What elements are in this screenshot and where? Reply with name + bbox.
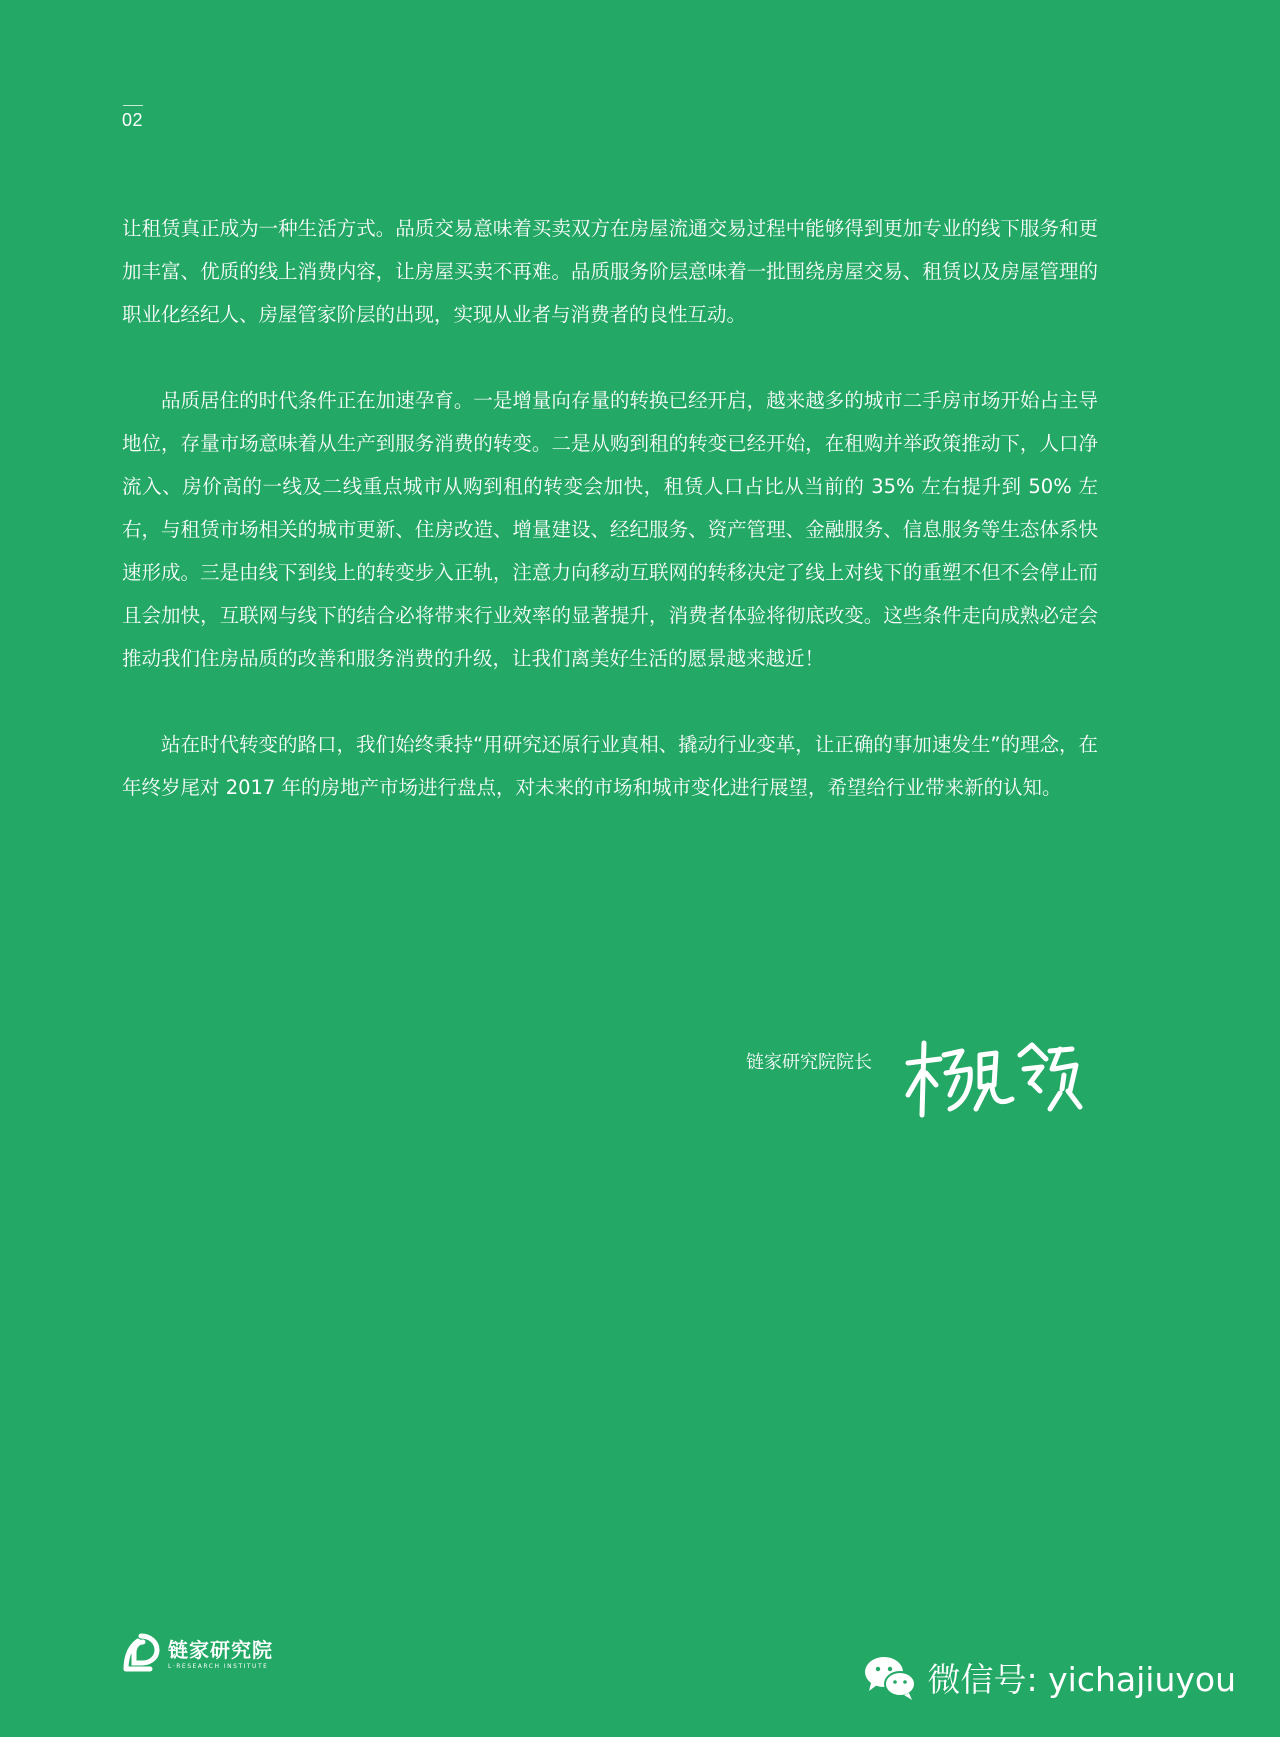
wechat-watermark	[862, 1652, 1236, 1702]
page-number-rule	[123, 105, 143, 106]
handwritten-signature	[900, 1025, 1100, 1125]
paragraph-1: 让租赁真正成为一种生活方式。品质交易意味着买卖双方在房屋流通交易过程中能够得到更加专业的线下服务和更加丰富、优质的线上消费内容，让房屋买卖不再难。品质服务阶层意味着一批围绕房屋交易、租赁以及房屋管理的职业化经纪人、房屋管家阶层的出现，实现从业者与消费者的良性互动。	[122, 217, 1098, 326]
paragraph-2: 品质居住的时代条件正在加速孕育。一是增量向存量的转换已经开启，越来越多的城市二手房市场开始占主导地位，存量市场意味着从生产到服务消费的转变。二是从购到租的转变已经开始，在租购并举政策推动下，人口净流入、房价高的一线及二线重点城市从购到租的转变会加快，租赁人口占比从当前的 35% 左右提升到 50% 左右，与租赁市场相关的城市更新、住房改造、增量建设、经纪服务、资产管理、金融服务、信息服务等生态体系快速形成。三是由线下到线上的转变步入正轨，注意力向移动互联网的转移决定了线上对线下的重塑不但不会停止而且会加快，互联网与线下的结合必将带来行业效率的显著提升，消费者体验将彻底改变。这些条件走向成熟必定会推动我们住房品质的改善和服务消费的升级，让我们离美好生活的愿景越来越近！	[122, 389, 1098, 670]
footer-logo	[120, 1633, 273, 1675]
signature-title: 链家研究院院长	[746, 1052, 872, 1073]
page-number: 02	[122, 110, 144, 130]
logo-chinese-name: 链家研究院	[168, 1637, 273, 1662]
signature-block	[746, 1025, 1100, 1125]
body-text	[122, 207, 1098, 852]
wechat-icon	[862, 1652, 918, 1702]
logo-english-name: L·RESEARCH INSTITUTE	[168, 1662, 269, 1670]
paragraph-3: 站在时代转变的路口，我们始终秉持“用研究还原行业真相、撬动行业变革，让正确的事加速发生”的理念，在年终岁尾对 2017 年的房地产市场进行盘点，对未来的市场和城市变化进行展望，希望给行业带来新的认知。	[122, 733, 1098, 799]
watermark-text: 微信号: yichajiuyou	[927, 1659, 1236, 1699]
logo-mark-icon	[120, 1633, 162, 1675]
